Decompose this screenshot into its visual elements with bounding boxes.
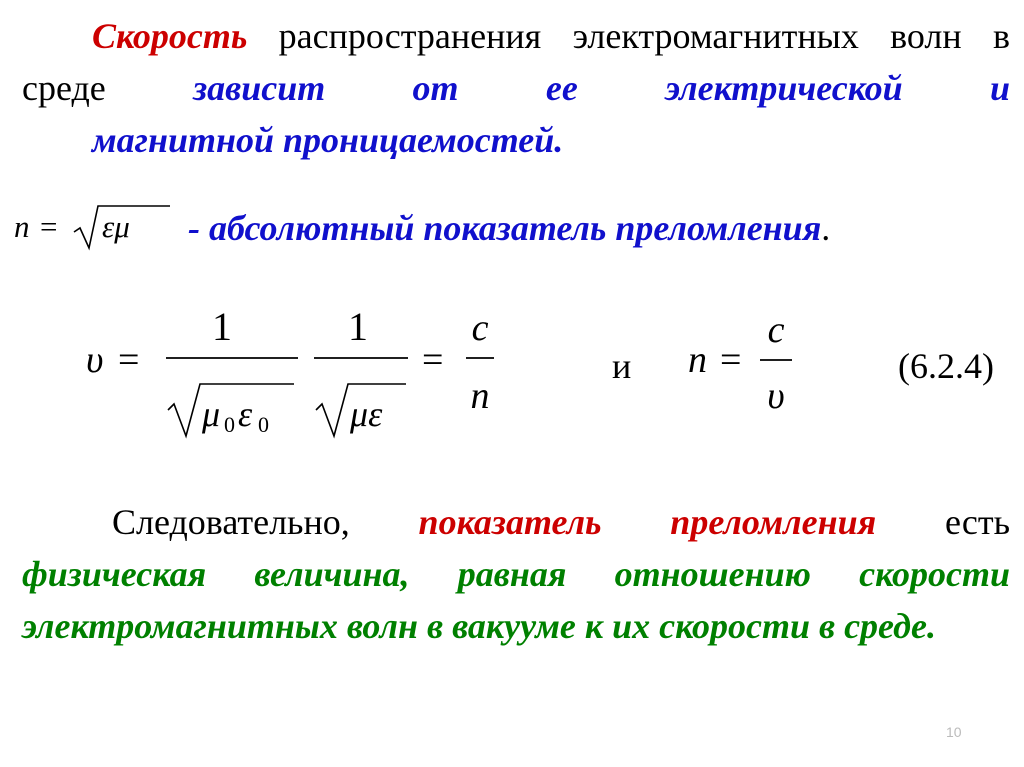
svg-text:υ: υ [86,339,104,381]
svg-text:εμ: εμ [102,209,130,244]
paragraph-wave-speed [22,10,1010,166]
paragraph-conclusion [22,496,1010,652]
svg-text:=: = [118,339,140,381]
svg-text:n: n [14,209,30,244]
highlight-refractive-index: показатель преломления [418,502,877,542]
svg-text:1: 1 [348,304,368,349]
svg-text:=: = [422,339,444,381]
svg-text:c: c [471,307,489,349]
svg-text:μ: μ [202,394,221,434]
formula-block [0,290,1024,450]
svg-text:n: n [470,375,490,417]
svg-text:0: 0 [224,412,235,437]
svg-text:c: c [767,316,785,351]
wave-speed-formula [82,290,502,450]
svg-text:=: = [720,339,742,381]
highlight-permeabilities: магнитной проницаемостей. [92,120,564,160]
conjunction: и [612,346,632,386]
paragraph1-text: распространения электромагнитных волн в среде [22,16,1010,108]
svg-text:n: n [688,339,707,381]
absolute-index-label: - абсолютный показатель преломления. [188,208,831,248]
svg-text:με: με [350,394,383,434]
highlight-definition: физическая величина, равная отношению скорости электромагнитных волн в вакууме к их скорости в среде. [22,554,1010,646]
highlight-depends: зависит от ее электрической и [193,68,1011,108]
svg-text:υ: υ [767,375,785,417]
slide-number: 10 [946,724,962,740]
absolute-index-formula [10,200,180,256]
svg-text:ε: ε [238,394,253,434]
highlight-speed: Скорость [92,16,248,56]
absolute-index-row [10,200,1010,256]
svg-text:0: 0 [258,412,269,437]
svg-text:1: 1 [212,304,232,349]
conclusion-lead: Следовательно, [112,502,419,542]
refractive-index-formula [684,316,814,426]
svg-text:=: = [40,209,58,244]
conclusion-is: есть [876,502,1010,542]
equation-number: (6.2.4) [898,346,994,386]
